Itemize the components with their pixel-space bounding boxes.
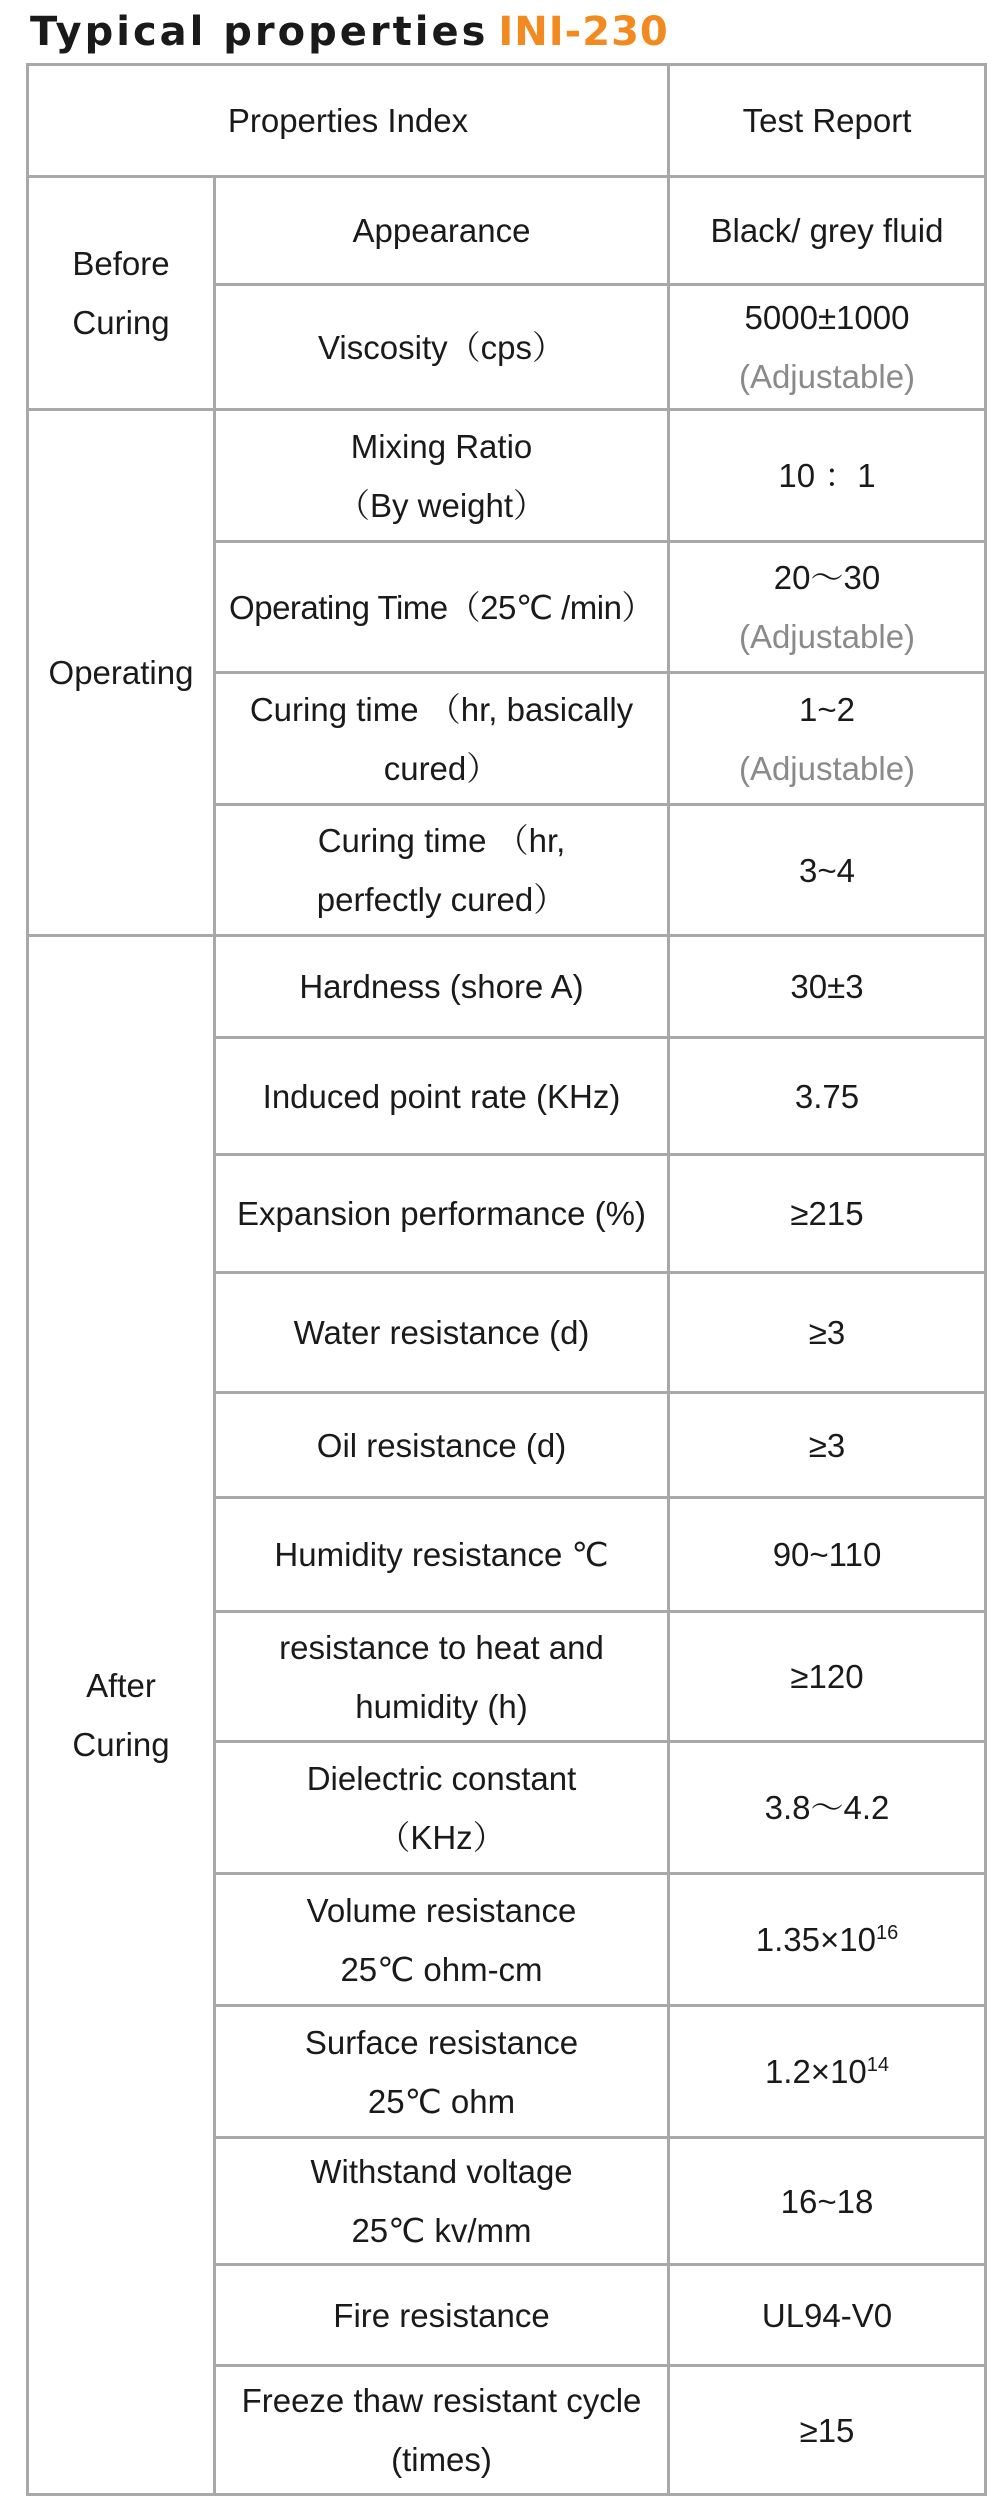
- title-text: Typical properties: [30, 9, 489, 55]
- group-label: After: [86, 1667, 156, 1704]
- property-value: 30±3: [669, 936, 986, 1038]
- property-value: 3~4: [669, 805, 986, 936]
- property-name: Mixing Ratio: [350, 427, 533, 465]
- property-value: ≥215: [669, 1155, 986, 1273]
- property-name-cell: [215, 673, 669, 805]
- property-name: resistance to heat and: [279, 1628, 604, 1666]
- property-name: （KHz）: [377, 1818, 506, 1856]
- property-value: 1.2×10: [764, 2053, 867, 2090]
- property-name: Volume resistance: [306, 1891, 577, 1929]
- property-name: Expansion performance (%): [215, 1155, 669, 1273]
- property-value: 16~18: [669, 2138, 986, 2265]
- table-row: [28, 410, 986, 542]
- property-name-cell: [215, 2006, 669, 2138]
- property-name: Dielectric constant: [306, 1759, 577, 1797]
- property-value: ≥3: [669, 1273, 986, 1393]
- property-value: 20～30: [773, 559, 881, 596]
- property-name-cell: [215, 805, 669, 936]
- property-name: Withstand voltage: [310, 2153, 573, 2190]
- header-properties-index: Properties Index: [28, 65, 669, 177]
- property-value: ≥120: [669, 1612, 986, 1742]
- group-label: Curing: [72, 1726, 170, 1763]
- group-label: Curing: [72, 304, 170, 341]
- property-value: UL94-V0: [669, 2265, 986, 2366]
- adjustable-note: (Adjustable): [738, 749, 916, 787]
- property-name-cell: [215, 1612, 669, 1742]
- property-name-cell: [215, 2366, 669, 2495]
- page-title: [30, 6, 669, 58]
- property-value: 90~110: [669, 1498, 986, 1612]
- property-name: Humidity resistance ℃: [215, 1498, 669, 1612]
- property-name: cured）: [383, 749, 500, 787]
- property-name: 25℃ ohm-cm: [340, 1950, 543, 1988]
- adjustable-note: (Adjustable): [738, 618, 916, 655]
- property-value: 1~2: [799, 690, 855, 728]
- group-operating: Operating: [28, 410, 215, 936]
- table-row: [28, 936, 986, 1038]
- property-value: 10 ：1: [669, 410, 986, 542]
- property-name: 25℃ ohm: [367, 2082, 516, 2120]
- property-value-cell: [669, 2006, 986, 2138]
- property-name: perfectly cured）: [316, 881, 567, 918]
- properties-table: [26, 63, 987, 2496]
- property-name-cell: [215, 2138, 669, 2265]
- value-exponent: 14: [866, 2054, 890, 2076]
- table-row: [28, 177, 986, 285]
- property-value-cell: [669, 285, 986, 410]
- property-value-cell: [669, 542, 986, 673]
- group-before-curing: [28, 177, 215, 410]
- property-name: 25℃ kv/mm: [351, 2212, 532, 2249]
- property-name: Water resistance (d): [215, 1273, 669, 1393]
- property-value: ≥15: [669, 2366, 986, 2495]
- property-value: 3.8～4.2: [669, 1742, 986, 1874]
- property-name-cell: [215, 1742, 669, 1874]
- property-value: 1.35×10: [755, 1921, 876, 1958]
- property-name: humidity (h): [355, 1687, 528, 1725]
- property-name: Surface resistance: [304, 2023, 579, 2061]
- header-test-report: Test Report: [669, 65, 986, 177]
- property-value-cell: [669, 673, 986, 805]
- property-name: Curing time （hr,: [317, 822, 566, 859]
- group-after-curing: [28, 936, 215, 2495]
- property-name: Oil resistance (d): [215, 1393, 669, 1498]
- property-name: Fire resistance: [215, 2265, 669, 2366]
- property-value: 5000±1000: [744, 299, 910, 336]
- property-name: Hardness (shore A): [215, 936, 669, 1038]
- property-value: ≥3: [669, 1393, 986, 1498]
- property-name: Appearance: [215, 177, 669, 285]
- property-name: Operating Time（25℃ /min）: [215, 542, 669, 673]
- group-label: Before: [72, 245, 170, 282]
- header-row: [28, 65, 986, 177]
- property-name: Freeze thaw resistant cycle: [241, 2382, 642, 2419]
- property-name: Viscosity（cps）: [215, 285, 669, 410]
- adjustable-note: (Adjustable): [738, 358, 916, 395]
- property-value: 3.75: [669, 1038, 986, 1155]
- value-exponent: 16: [875, 1922, 899, 1944]
- property-name-cell: [215, 1874, 669, 2006]
- property-value: Black/ grey fluid: [669, 177, 986, 285]
- property-name: (times): [391, 2441, 492, 2478]
- property-name: Induced point rate (KHz): [215, 1038, 669, 1155]
- product-name: INI-230: [498, 9, 669, 55]
- property-value-cell: [669, 1874, 986, 2006]
- property-name-cell: [215, 410, 669, 542]
- property-name: （By weight）: [336, 486, 547, 524]
- property-name: Curing time （hr, basically: [249, 690, 634, 728]
